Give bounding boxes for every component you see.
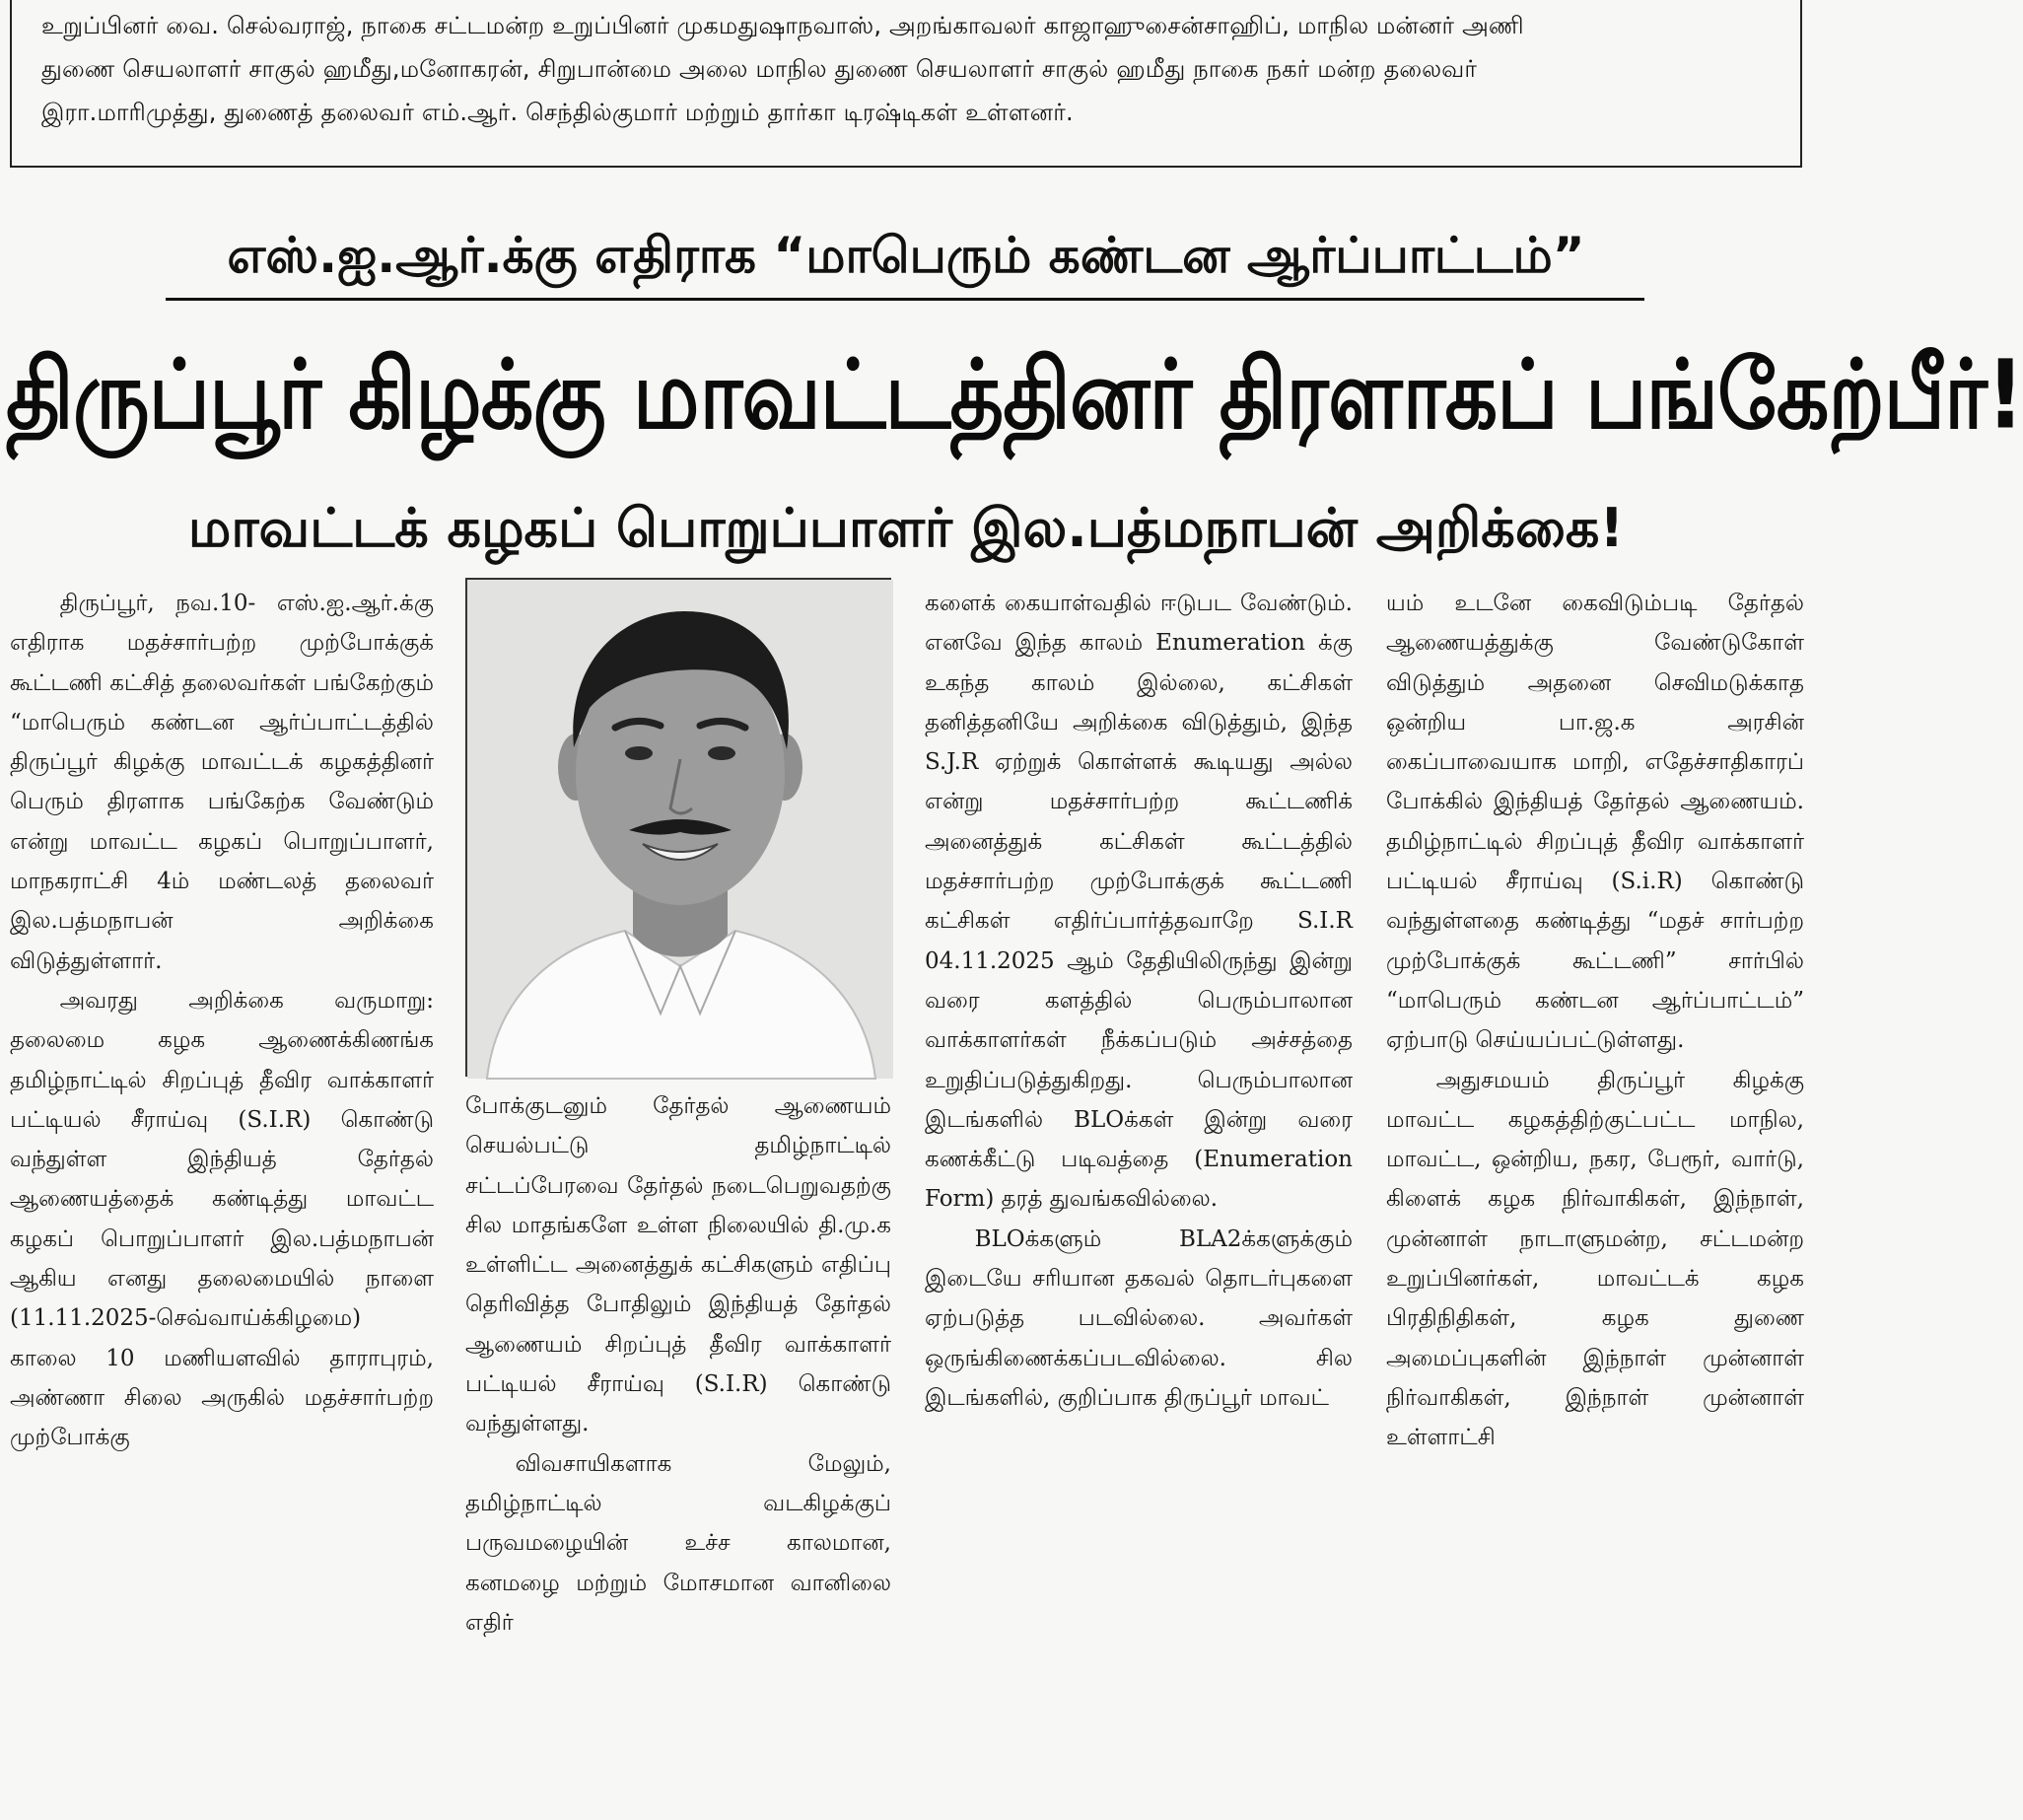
article-column-2 (465, 1086, 891, 1643)
article-paragraph: BLOக்களும் BLA2க்களுக்கும் இடையே சரியான தகவல் தொடர்புகளை ஏற்படுத்த படவில்லை. அவர்கள் ஒருங்கிணைக்கப்படவில்லை. சில இடங்களில், குறிப்பாக திருப்பூர் மாவட் (925, 1225, 1353, 1411)
portrait-photo (465, 578, 891, 1077)
article-paragraph: போக்குடனும் தேர்தல் ஆணையம் செயல்பட்டு தமிழ்நாட்டில் சட்டப்பேரவை தேர்தல் நடைபெறுவதற்கு சில மாதங்களே உள்ள நிலையில் தி.மு.க உள்ளிட்ட அனைத்துக் கட்சிகளும் எதிப்பு தெரிவித்த போதிலும் இந்தியத் தேர்தல் ஆணையம் சிறப்புத் தீவிர வாக்காளர் பட்டியல் சீராய்வு (S.I.R) கொண்டு வந்துள்ளது. (465, 1093, 891, 1437)
previous-article-box (10, 0, 1802, 168)
article-column-1 (10, 584, 434, 1458)
article-paragraph: யம் உடனே கைவிடும்படி தேர்தல் ஆணையத்துக்கு வேண்டுகோள் விடுத்தும் அதனை செவிமடுக்காத ஒன்றிய பா.ஜ.க அரசின் கைப்பாவையாக மாறி, எதேச்சாதிகாரப் போக்கில் இந்தியத் தேர்தல் ஆணையம். தமிழ்நாட்டில் சிறப்புத் தீவிர வாக்காளர் பட்டியல் சீராய்வு (S.i.R) கொண்டு வந்துள்ளதை கண்டித்து “மதச் சார்பற்ற முற்போக்குக் கூட்டணி” சார்பில் “மாபெரும் கண்டன ஆர்ப்பாட்டம்” ஏற்பாடு செய்யப்பட்டுள்ளது. (1386, 591, 1804, 1054)
kicker-underline (166, 298, 1644, 301)
article-column-4 (1386, 584, 1804, 1458)
article-paragraph: திருப்பூர், நவ.10- எஸ்.ஐ.ஆர்.க்கு எதிராக மதச்சார்பற்ற முற்போக்குக் கூட்டணி கட்சித் தலைவர்கள் பங்கேற்கும் “மாபெரும் கண்டன ஆர்ப்பாட்டத்தில் திருப்பூர் கிழக்கு மாவட்டக் கழகத்தினர் பெரும் திரளாக பங்கேற்க வேண்டும் என்று மாவட்ட கழகப் பொறுப்பாளர், மாநகராட்சி 4ம் மண்டலத் தலைவர் இல.பத்மநாபன் அறிக்கை விடுத்துள்ளார். (10, 591, 434, 974)
article-paragraph: விவசாயிகளாக மேலும், தமிழ்நாட்டில் வடகிழக்குப் பருவமழையின் உச்ச காலமான, கனமழை மற்றும் மோசமான வானிலை எதிர் (465, 1450, 891, 1636)
article-column-3 (925, 584, 1353, 1418)
article-kicker: எஸ்.ஐ.ஆர்.க்கு எதிராக “மாபெரும் கண்டன ஆர்ப்பாட்டம்” (227, 227, 1585, 284)
previous-article-line: உறுப்பினர் வை. செல்வராஜ், நாகை சட்டமன்ற உறுப்பினர் முகமதுஷாநவாஸ், அறங்காவலர் காஜாஹுசைன்சாஹிப், மாநில மன்னர் அணி (41, 12, 1524, 39)
article-paragraph: அதுசமயம் திருப்பூர் கிழக்கு மாவட்ட கழகத்திற்குட்பட்ட மாநில, மாவட்ட, ஒன்றிய, நகர, பேரூர், வார்டு, கிளைக் கழக நிர்வாகிகள், இந்நாள், முன்னாள் நாடாளுமன்ற, சட்டமன்ற உறுப்பினர்கள், மாவட்டக் கழக பிரதிநிதிகள், கழக துணை அமைப்புகளின் இந்நாள் முன்னாள் நிர்வாகிகள், இந்நாள் முன்னாள் உள்ளாட்சி (1386, 1067, 1804, 1451)
previous-article-line: துணை செயலாளர் சாகுல் ஹமீது,மனோகரன், சிறுபான்மை அலை மாநில துணை செயலாளர் சாகுல் ஹமீது நாகை நகர் மன்ற தலைவர் (41, 55, 1478, 83)
article-paragraph: களைக் கையாள்வதில் ஈடுபட வேண்டும். எனவே இந்த காலம் Enumeration க்கு உகந்த காலம் இல்லை, கட்சிகள் தனித்தனியே அறிக்கை விடுத்தும், இந்த S.J.R ஏற்றுக் கொள்ளக் கூடியது அல்ல என்று மதச்சார்பற்ற கூட்டணிக் அனைத்துக் கட்சிகள் கூட்டத்தில் மதச்சார்பற்ற முற்போக்குக் கூட்டணி கட்சிகள் எதிர்ப்பார்த்தவாறே S.I.R 04.11.2025 ஆம் தேதியிலிருந்து இன்று வரை களத்தில் பெரும்பாலான வாக்காளர்கள் நீக்கப்படும் அச்சத்தை உறுதிப்படுத்துகிறது. பெரும்பாலான இடங்களில் BLOக்கள் இன்று வரை கணக்கீட்டு படிவத்தை (Enumeration Form) தரத் துவங்கவில்லை. (925, 591, 1353, 1213)
article-subheadline: மாவட்டக் கழகப் பொறுப்பாளர் இல.பத்மநாபன் அறிக்கை! (187, 497, 1625, 559)
article-headline: திருப்பூர் கிழக்கு மாவட்டத்தினர் திரளாகப் பங்கேற்பீர்! (6, 338, 2023, 451)
article-paragraph: அவரது அறிக்கை வருமாறு: தலைமை கழக ஆணைக்கிணங்க தமிழ்நாட்டில் சிறப்புத் தீவிர வாக்காளர் பட்டியல் சீராய்வு (S.I.R) கொண்டு வந்துள்ள இந்தியத் தேர்தல் ஆணையத்தைக் கண்டித்து மாவட்ட கழகப் பொறுப்பாளர் இல.பத்மநாபன் ஆகிய எனது தலைமையில் நாளை (11.11.2025-செவ்வாய்க்கிழமை) காலை 10 மணியளவில் தாராபுரம், அண்ணா சிலை அருகில் மதச்சார்பற்ற முற்போக்கு (10, 987, 434, 1451)
previous-article-line: இரா.மாரிமுத்து, துணைத் தலைவர் எம்.ஆர். செந்தில்குமார் மற்றும் தார்கா டிரஷ்டிகள் உள்ளனர். (41, 99, 1074, 126)
